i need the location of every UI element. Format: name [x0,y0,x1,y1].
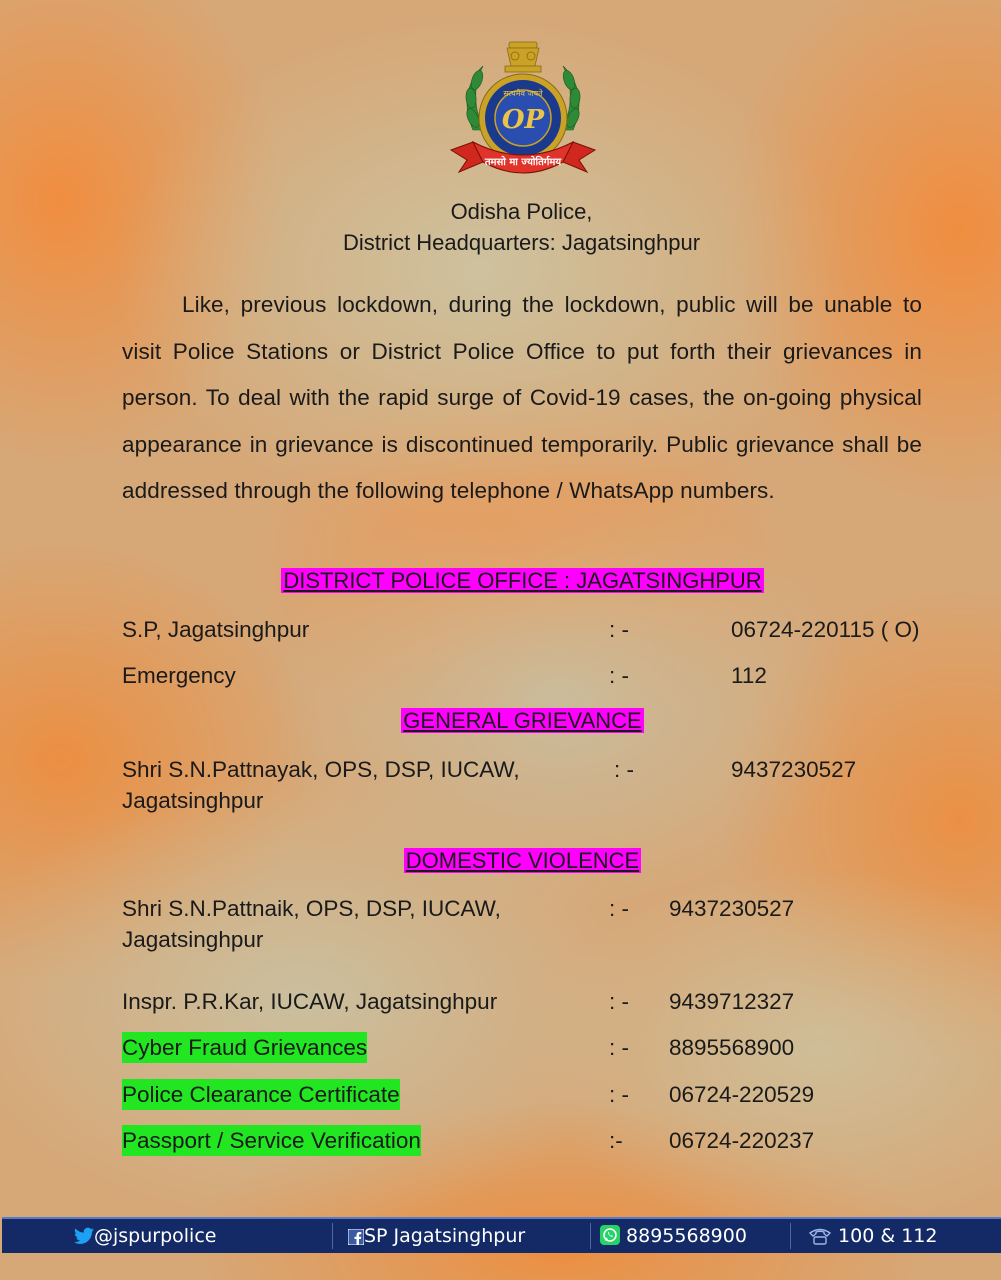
footer-bar [2,1217,1001,1253]
section-domestic-violence [0,847,1001,875]
separator: : - [609,663,629,688]
contact-name-line-2: Jagatsinghpur [122,788,264,813]
footer-divider [790,1223,791,1249]
section-title: DOMESTIC VIOLENCE [405,848,640,873]
section-general-grievance [0,707,1001,735]
contact-name-line-2: Jagatsinghpur [122,927,264,952]
facebook-icon [348,1229,364,1245]
odisha-police-emblem [443,38,603,188]
contact-number[interactable]: 8895568900 [669,1035,795,1060]
twitter-icon [74,1227,94,1245]
office-header [0,196,1001,258]
contact-number[interactable]: 06724-220115 ( O) [731,617,920,642]
separator: : - [609,617,629,642]
contact-name-line-1: Shri S.N.Pattnaik, OPS, DSP, IUCAW, [122,896,501,921]
facebook-page-text: SP Jagatsinghpur [364,1225,526,1247]
header-line-2: District Headquarters: Jagatsinghpur [342,230,701,255]
contact-number[interactable]: 112 [731,663,767,688]
whatsapp-number[interactable] [600,1219,747,1253]
contact-name: S.P, Jagatsinghpur [122,617,310,642]
contact-name [122,754,520,816]
contact-name: Inspr. P.R.Kar, IUCAW, Jagatsinghpur [122,989,498,1014]
contact-number[interactable]: 9439712327 [669,989,795,1014]
separator: : - [614,757,634,782]
contact-number[interactable]: 9437230527 [669,896,795,921]
whatsapp-number-text: 8895568900 [626,1225,747,1247]
contact-name: Passport / Service Verification [122,1125,421,1156]
contact-name: Emergency [122,663,236,688]
twitter-handle[interactable] [74,1219,216,1253]
svg-text:OP: OP [501,105,545,135]
separator: : - [609,989,629,1014]
phone-icon [808,1227,832,1245]
contact-name [122,893,501,955]
contact-number[interactable]: 06724-220237 [669,1128,815,1153]
facebook-page[interactable] [348,1219,525,1253]
svg-text:तमसो मा ज्योतिर्गमय: तमसो मा ज्योतिर्गमय [484,157,562,168]
separator: :- [609,1128,623,1153]
separator: : - [609,1082,629,1107]
section-district-police-office [0,567,1001,595]
section-title: GENERAL GRIEVANCE [403,708,642,733]
twitter-handle-text: @jspurpolice [94,1225,217,1247]
contact-number[interactable]: 9437230527 [731,757,857,782]
section-title: DISTRICT POLICE OFFICE : JAGATSINGHPUR [283,568,762,593]
footer-divider [590,1223,591,1249]
contact-name-line-1: Shri S.N.Pattnayak, OPS, DSP, IUCAW, [122,757,520,782]
contact-number[interactable]: 06724-220529 [669,1082,815,1107]
footer-divider [332,1223,333,1249]
helpline-numbers-text: 100 & 112 [838,1225,938,1247]
whatsapp-icon [600,1225,620,1245]
separator: : - [609,896,629,921]
contact-name: Police Clearance Certificate [122,1079,400,1110]
separator: : - [609,1035,629,1060]
contact-name: Cyber Fraud Grievances [122,1032,367,1063]
svg-text:सत्यमेव जयते: सत्यमेव जयते [503,89,543,98]
helpline-numbers[interactable] [808,1219,937,1253]
notice-paragraph: Like, previous lockdown, during the lockdown, public will be unable to visit Police Stations or District Police Office to put forth their grievances in person. To deal with the rapid surge of Covid-19 cases, the on-going physical appearance in grievance is discontinued temporarily. Public grievance shall be addressed through the following telephone / WhatsApp numbers. [122,292,922,504]
header-line-1: Odisha Police, [450,199,593,224]
